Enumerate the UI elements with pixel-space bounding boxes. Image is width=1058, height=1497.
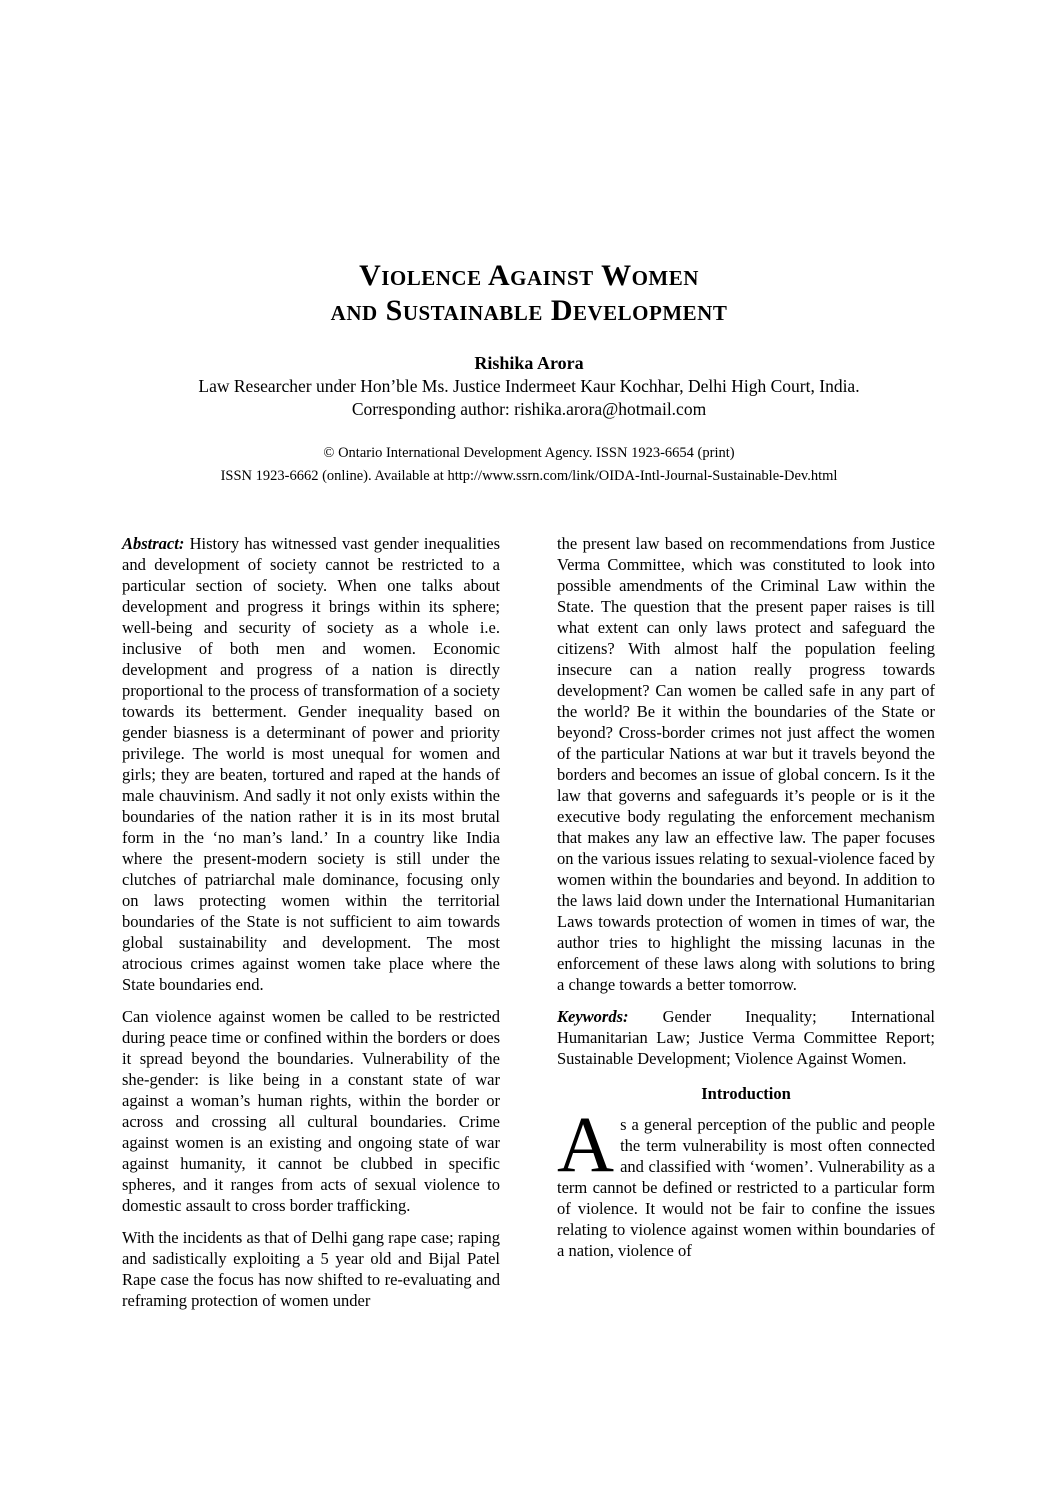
body-paragraph: Can violence against women be called to be restricted during peace time or confined within the borders or does it spread beyond the boundaries. Vulnerability of the she-gender: is like being in a constant state of war against a woman’s human rights, within the border or across and crossing all cultural boundaries. Crime against women is an existing and ongoing state of war against humanity, it cannot be clubbed in specific spheres, and it ranges from acts of sexual violence to domestic assault to cross border trafficking. [122,1007,500,1215]
title-line-1: Violence Against Women [359,259,699,292]
author-affiliation: Law Researcher under Hon’ble Ms. Justice Indermeet Kaur Kochhar, Delhi High Court, India. [198,376,860,396]
abstract-text: History has witnessed vast gender inequalities and development of society cannot be restricted to a particular section of society. When one talks about development and progress it brings within its sphere; well-being and security of society as a whole i.e. inclusive of both men and women. Economic development and progress of a nation is directly proportional to the process of transformation of a society towards its betterment. Gender inequality based on gender biasness is a determinant of power and priority privilege. The world is most unequal for women and girls; they are beaten, tortured and raped at the hands of male chauvinism. And sadly it not only exists within the boundaries of the nation rather it is in its most brutal form in the ‘no man’s land.’ In a country like India where the present-modern society is still under the clutches of patriarchal male dominance, focusing only on laws protecting women within the territorial boundaries of the State is not sufficient to aim towards global sustainability and development. The most atrocious crimes against women take place where the State boundaries end. [122,534,500,994]
abstract-label: Abstract: [122,534,185,553]
dropcap-letter: A [557,1102,615,1189]
two-column-body [122,533,935,1322]
keywords-paragraph [557,1006,935,1069]
introduction-text: s a general perception of the public and people the term vulnerability is most often connected and classified with ‘women’. Vulnerability as a term cannot be defined or restricted to a particular form of violence. It would not be fair to confine the issues relating to violence against women within boundaries of a nation, violence of [557,1115,935,1260]
introduction-paragraph [557,1102,935,1261]
corresponding-author-line: Corresponding author: rishika.arora@hotmail.com [351,399,707,419]
title-line-2: and Sustainable Development [330,294,728,327]
abstract-paragraph [122,533,500,995]
imprint-line-2: ISSN 1923-6662 (online). Available at http://www.ssrn.com/link/OIDA-Intl-Journal-Sustainable-Dev.html [220,468,838,484]
paper-header [0,0,1058,488]
left-column [122,533,500,1322]
imprint-line-1: © Ontario International Development Agency. ISSN 1923-6654 (print) [323,445,735,461]
imprint-block [0,442,1058,488]
paper-title [0,258,1058,328]
right-column [557,533,935,1322]
section-heading-introduction: Introduction [701,1084,791,1103]
keywords-label: Keywords: [557,1007,629,1026]
keywords-text: Gender Inequality; International Humanitarian Law; Justice Verma Committee Report; Sustainable Development; Violence Against Women. [557,1007,935,1068]
body-paragraph: With the incidents as that of Delhi gang rape case; raping and sadistically exploiting a 5 year old and Bijal Patel Rape case the focus has now shifted to re-evaluating and reframing protection of women under [122,1228,500,1310]
author-name: Rishika Arora [474,353,584,373]
body-paragraph: the present law based on recommendations from Justice Verma Committee, which was constituted to look into possible amendments of the Criminal Law within the State. The question that the present paper raises is till what extent can only laws protect and safeguard the citizens? With almost half the population feeling insecure can a nation really progress towards development? Can women be called safe in any part of the world? Be it within the boundaries of the State or beyond? Cross-border crimes not just affect the women of the particular Nations at war but it travels beyond the borders and becomes an issue of global concern. Is it the law that governs and safeguards it’s people or is it the executive body regulating the enforcement mechanism that makes any law an effective law. The paper focuses on the various issues relating to sexual-violence faced by women within the boundaries and beyond. In addition to the laws laid down under the International Humanitarian Laws towards protection of women in times of war, the author tries to highlight the missing lacunas in the enforcement of these laws along with solutions to bring a change towards a better tomorrow. [557,534,935,994]
